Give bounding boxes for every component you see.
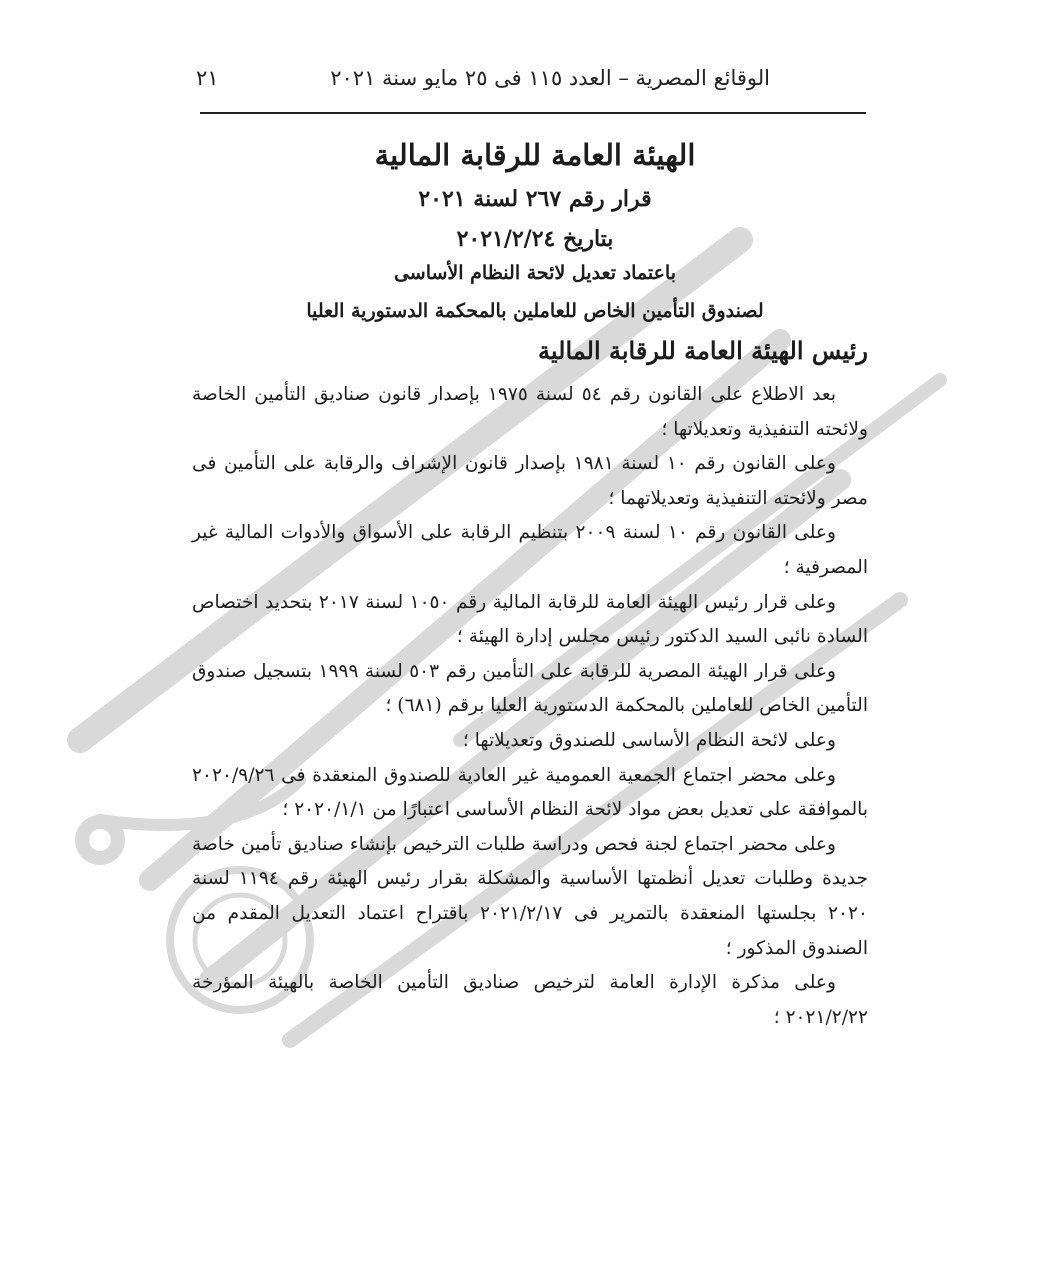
decision-number: قرار رقم ٢٦٧ لسنة ٢٠٢١ [418,186,652,212]
header-divider [200,112,866,114]
paragraph: وعلى محضر اجتماع لجنة فحص ودراسة طلبات الترخيص بإنشاء صناديق تأمين خاصة جديدة وطلبات تعديل أنظمتها الأساسية والمشكلة بقرار رئيس الهيئة رقم ١١٩٤ لسنة ٢٠٢٠ بجلستها المنعقدة بالتمرير فى ٢٠٢١/٢/١٧ باقتراح اعتماد التعديل المقدم من الصندوق المذكور ؛ [192,833,868,959]
paragraph: وعلى قرار الهيئة المصرية للرقابة على التأمين رقم ٥٠٣ لسنة ١٩٩٩ بتسجيل صندوق التأمين الخاص للعاملين بالمحكمة الدستورية العليا برقم (٦٨١) ؛ [192,660,868,717]
page-number: ٢١ [196,66,219,90]
paragraph: وعلى لائحة النظام الأساسى للصندوق وتعديلاتها ؛ [462,729,836,751]
chairman-heading: رئيس الهيئة العامة للرقابة المالية [538,336,868,365]
decision-body [192,378,868,1035]
decision-subject-line2: لصندوق التأمين الخاص للعاملين بالمحكمة الدستورية العليا [306,300,764,322]
paragraph: وعلى القانون رقم ١٠ لسنة ٢٠٠٩ بتنظيم الرقابة على الأسواق والأدوات المالية غير المصرفية ؛ [192,522,868,578]
decision-date: بتاريخ ٢٠٢١/٢/٢٤ [456,226,614,252]
paragraph: وعلى القانون رقم ١٠ لسنة ١٩٨١ بإصدار قانون الإشراف والرقابة على التأمين فى مصر ولائحته التنفيذية وتعديلاتهما ؛ [192,453,868,509]
authority-title: الهيئة العامة للرقابة المالية [374,138,696,172]
paragraph: وعلى مذكرة الإدارة العامة لترخيص صناديق التأمين الخاصة بالهيئة المؤرخة ٢٠٢١/٢/٢٢ ؛ [192,972,868,1028]
decision-subject-line1: باعتماد تعديل لائحة النظام الأساسى [393,262,677,284]
gazette-header-title: الوقائع المصرية – العدد ١١٥ فى ٢٥ مايو سنة ٢٠٢١ [330,66,770,90]
paragraph: وعلى قرار رئيس الهيئة العامة للرقابة المالية رقم ١٠٥٠ لسنة ٢٠١٧ بتحديد اختصاص السادة نائبى السيد الدكتور رئيس مجلس إدارة الهيئة ؛ [192,591,868,648]
paragraph: وعلى محضر اجتماع الجمعية العمومية غير العادية للصندوق المنعقدة فى ٢٠٢٠/٩/٢٦ بالموافقة على تعديل بعض مواد لائحة النظام الأساسى اعتبارًا من ٢٠٢٠/١/١ ؛ [192,764,868,821]
paragraph: بعد الاطلاع على القانون رقم ٥٤ لسنة ١٩٧٥ بإصدار قانون صناديق التأمين الخاصة ولائحته التنفيذية وتعديلاتها ؛ [192,384,868,440]
